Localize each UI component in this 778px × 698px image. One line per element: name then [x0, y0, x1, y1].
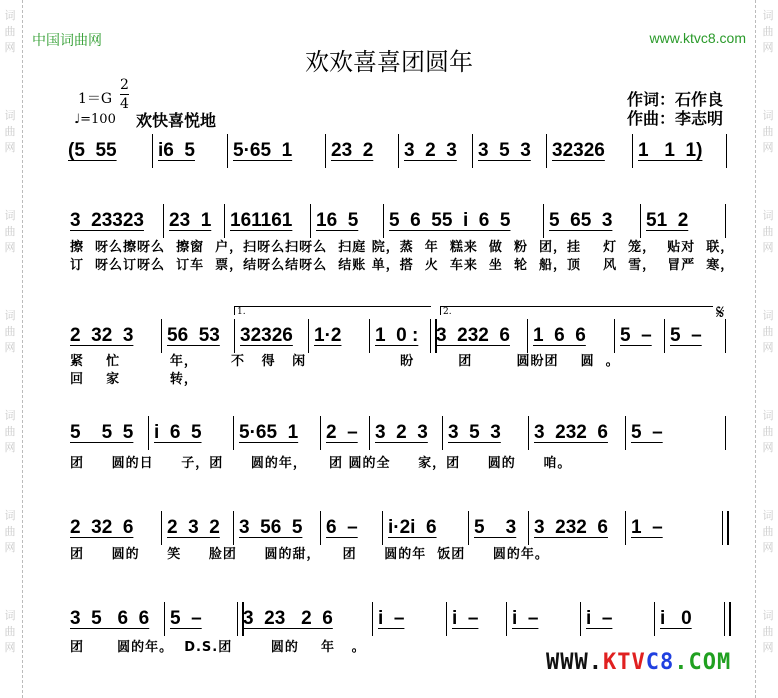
measure-notes: 5 – — [620, 325, 652, 346]
measure — [528, 422, 625, 452]
watermark-text: 词曲网 — [762, 9, 774, 54]
measure-notes: 3 232 6 — [534, 422, 608, 443]
measure-notes: i – — [586, 608, 613, 629]
volta-2: 2. — [440, 306, 713, 315]
measure-notes: 6 – — [326, 517, 358, 538]
measure-notes: 5 65 3 — [549, 210, 613, 231]
lyric-line: 团 圆的 笑 脸团 圆的甜， 团 圆的年 饭团 圆的年。 — [70, 547, 549, 562]
measure-notes: 16 5 — [316, 210, 359, 231]
lyric-line: 紧 忙 年， 不 得 闲 盼 团 圆盼团 圆 。 — [70, 354, 620, 369]
lyric-line: 订 呀么订呀么 订车 票，结呀么结呀么 结账 单，搭 火 车来 坐 轮 船，顶 风 雪， 冒严 寒， — [70, 258, 735, 273]
measure-notes: 3 56 5 — [239, 517, 303, 538]
measure-notes: 5 – — [670, 325, 702, 346]
watermark-text: 词曲网 — [762, 209, 774, 254]
lyric-line: 团 圆的年。 D.S.团 圆的 年 。 — [70, 640, 366, 655]
logo-ktv: KTV — [602, 650, 646, 675]
watermark-text: 词曲网 — [4, 509, 16, 554]
measure — [664, 325, 725, 355]
measure-notes: 2 32 3 — [70, 325, 134, 346]
measure — [164, 608, 237, 638]
measure-notes: i 0 — [660, 608, 692, 629]
segno-icon: 𝄋 — [716, 300, 725, 324]
watermark-text: 词曲网 — [4, 409, 16, 454]
measure-notes: 5 6 55 i 6 5 — [389, 210, 511, 231]
measure — [446, 608, 506, 638]
measure-notes: (5 55 — [68, 140, 117, 161]
watermark-text: 词曲网 — [762, 109, 774, 154]
lyric-line: 团 圆的日 子，团 圆的年， 团 圆的全 家，团 圆的 咱。 — [70, 456, 572, 471]
measure — [580, 608, 654, 638]
logo-com: .COM — [674, 650, 732, 675]
barline — [725, 204, 726, 238]
measure — [62, 140, 152, 170]
measure — [148, 422, 233, 452]
watermark-text: 词曲网 — [4, 9, 16, 54]
measure-notes: i – — [512, 608, 539, 629]
measure-notes: 3 232 6 — [534, 517, 608, 538]
lyricist: 作词：石作良 — [627, 90, 724, 109]
watermark-text: 词曲网 — [4, 209, 16, 254]
right-watermark-strip — [755, 0, 778, 698]
ktvc8-logo — [546, 650, 731, 675]
site-name: 中国词曲网 — [32, 33, 102, 49]
barline — [725, 319, 726, 353]
measure-notes: 5·65 1 — [239, 422, 299, 443]
measure — [372, 608, 446, 638]
measure-notes: 1 0 : — [375, 325, 419, 346]
measure-notes: 3 5 6 6 — [70, 608, 150, 629]
measure-notes: i – — [452, 608, 479, 629]
measure — [320, 422, 369, 452]
expression-mark: 欢快喜悦地 — [136, 111, 217, 130]
barline — [726, 134, 727, 168]
measure — [442, 422, 528, 452]
barline — [725, 416, 726, 450]
measure — [64, 608, 164, 638]
measure — [152, 140, 227, 170]
measure-notes: 3 23323 — [70, 210, 144, 231]
volta-1: 1. — [234, 306, 431, 315]
measure-notes: 23 1 — [169, 210, 212, 231]
logo-www: WWW. — [546, 650, 603, 675]
measure-notes: 32326 — [552, 140, 605, 161]
measure-notes: 1 1 1) — [638, 140, 703, 161]
measure-notes: 5 – — [631, 422, 663, 443]
barline — [724, 602, 731, 636]
measure — [472, 140, 546, 170]
song-title: 欢欢喜喜团圆年 — [305, 48, 473, 76]
tempo-mark — [74, 112, 116, 127]
measure-notes: 3 2 3 — [404, 140, 457, 161]
time-signature — [120, 76, 129, 113]
measure-notes: i·2i 6 — [388, 517, 437, 538]
site-url: www.ktvc8.com — [649, 30, 746, 46]
measure — [237, 608, 372, 638]
watermark-text: 词曲网 — [4, 309, 16, 354]
measure-notes: 2 3 2 — [167, 517, 220, 538]
measure-notes: 2 32 6 — [70, 517, 134, 538]
left-watermark-strip — [0, 0, 23, 698]
measure — [64, 422, 148, 452]
measure — [325, 140, 398, 170]
watermark-text: 词曲网 — [762, 309, 774, 354]
measure — [233, 422, 320, 452]
measure-notes: 1 6 6 — [533, 325, 586, 346]
measure-notes: 5 3 — [474, 517, 517, 538]
measure — [398, 140, 472, 170]
measure-notes: 5 5 5 — [70, 422, 134, 443]
measure-notes: 51 2 — [646, 210, 689, 231]
measure — [632, 140, 726, 170]
measure-notes: 3 5 3 — [478, 140, 531, 161]
measure-notes: 5·65 1 — [233, 140, 293, 161]
measure-notes: 3 23 2 6 — [243, 608, 333, 629]
logo-c8: C8 — [645, 650, 675, 675]
measure — [625, 422, 725, 452]
measure-notes: i – — [378, 608, 405, 629]
measure — [654, 608, 724, 638]
measure-notes: i 6 5 — [154, 422, 202, 443]
quarter-note-icon: ♩ — [74, 112, 81, 127]
measure-notes: 3 2 3 — [375, 422, 428, 443]
barline — [722, 511, 729, 545]
measure-notes: 1·2 — [314, 325, 342, 346]
watermark-text: 词曲网 — [4, 109, 16, 154]
measure-notes: 56 53 — [167, 325, 220, 346]
lyric-line: 回 家 转， — [70, 372, 198, 387]
measure-notes: i6 5 — [158, 140, 195, 161]
measure-notes: 3 5 3 — [448, 422, 501, 443]
measure-notes: 1 – — [631, 517, 663, 538]
measure-notes: 2 – — [326, 422, 358, 443]
tempo-value: =100 — [80, 112, 116, 127]
measure — [546, 140, 632, 170]
composer: 作曲：李志明 — [627, 109, 724, 128]
measure — [369, 422, 442, 452]
watermark-text: 词曲网 — [762, 409, 774, 454]
measure — [506, 608, 580, 638]
time-numerator: 2 — [120, 77, 129, 93]
measure-notes: 3 232 6 — [436, 325, 510, 346]
measure-notes: 161161 — [230, 210, 293, 231]
key-signature: 1＝G — [78, 91, 113, 107]
measure — [625, 517, 722, 547]
watermark-text: 词曲网 — [762, 509, 774, 554]
measure — [614, 325, 664, 355]
measure-notes: 32326 — [240, 325, 293, 346]
lyric-line: 擦 呀么擦呀么 擦窗 户，扫呀么扫呀么 扫庭 院，蒸 年 糕来 做 粉 团，挂 灯 笼， 贴对 联， — [70, 240, 735, 255]
measure — [227, 140, 325, 170]
measure-notes: 5 – — [170, 608, 202, 629]
watermark-text: 词曲网 — [762, 609, 774, 654]
time-denominator: 4 — [120, 96, 129, 112]
watermark-text: 词曲网 — [4, 609, 16, 654]
measure-notes: 23 2 — [331, 140, 374, 161]
